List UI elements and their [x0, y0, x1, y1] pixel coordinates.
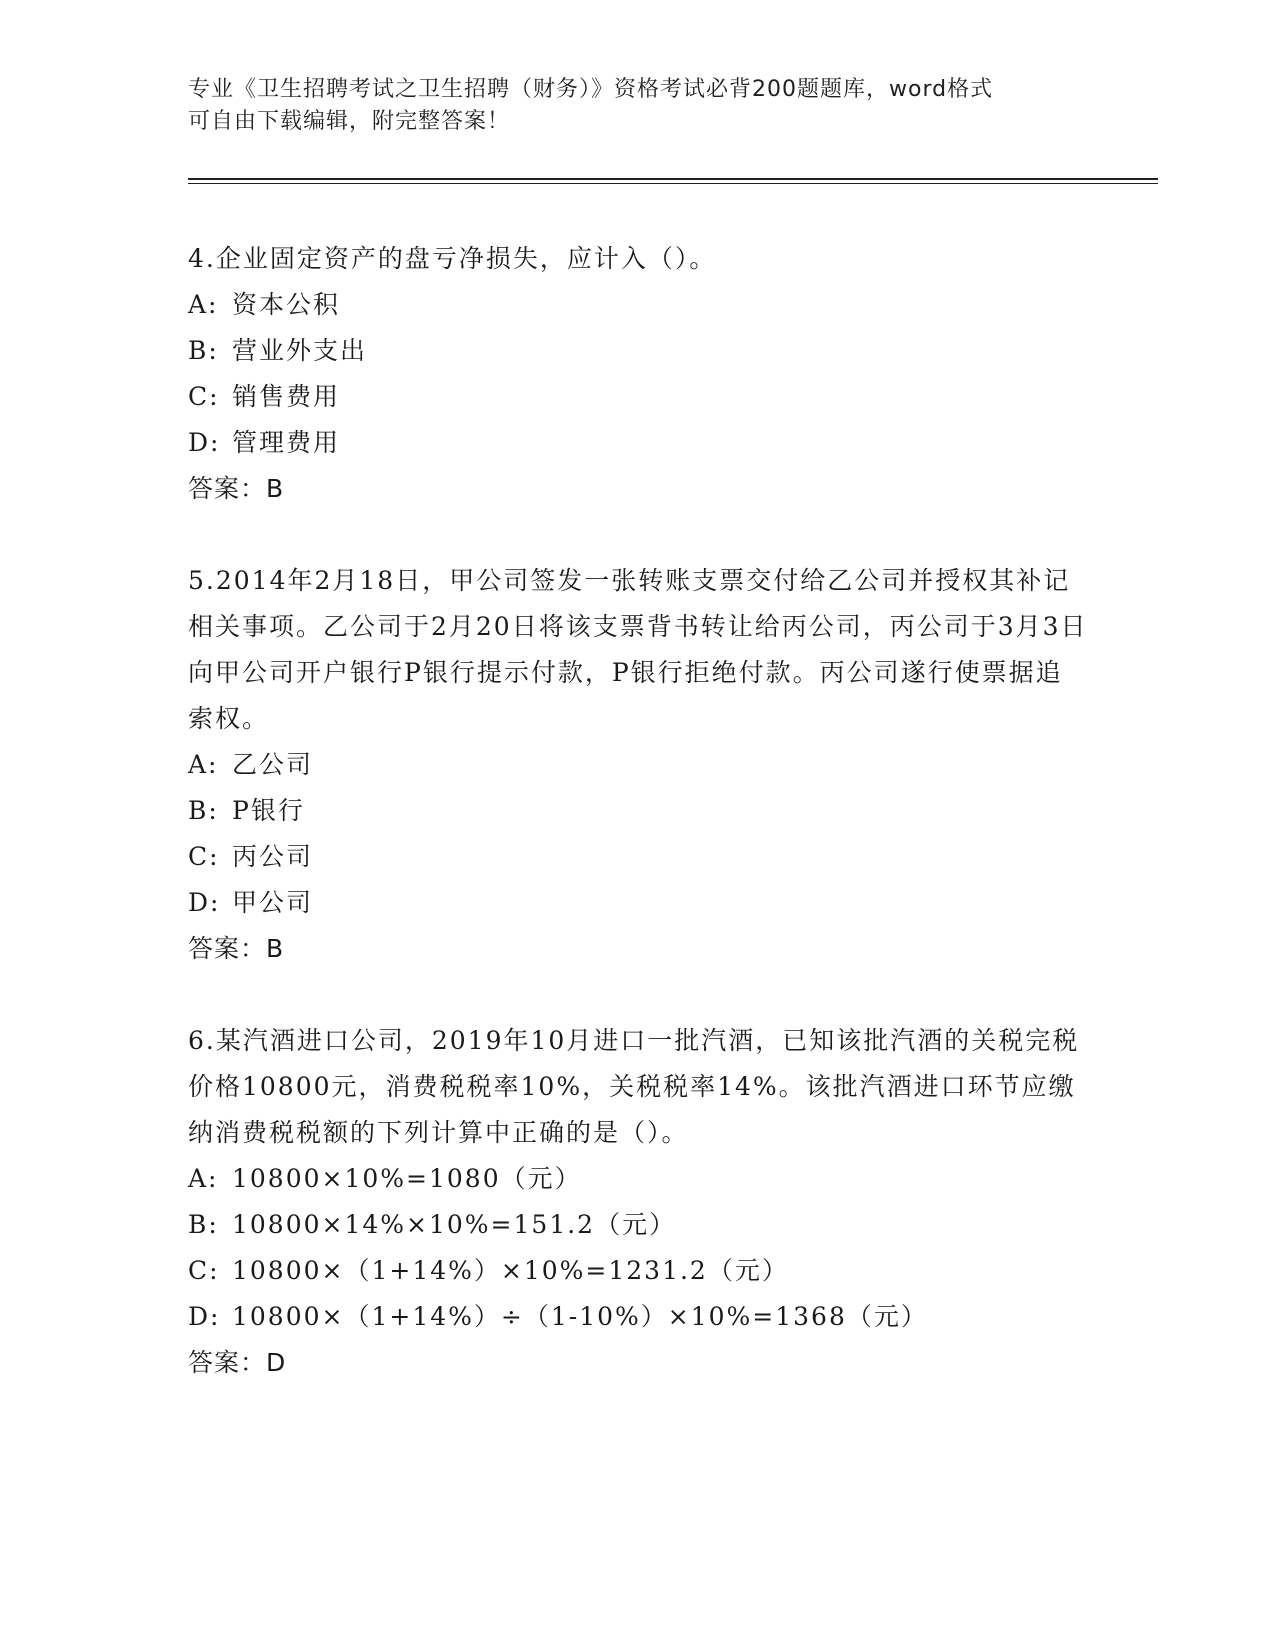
- question-item: [188, 558, 1088, 972]
- option-text: 资本公积: [232, 290, 341, 319]
- option-key: D:: [188, 888, 221, 917]
- option-text: 销售费用: [232, 382, 341, 411]
- option-b: [188, 328, 1088, 374]
- option-text: 甲公司: [232, 888, 314, 917]
- option-key: C:: [188, 1256, 220, 1285]
- option-key: D:: [188, 428, 221, 457]
- option-key: A:: [188, 290, 219, 319]
- option-d: [188, 1294, 1088, 1340]
- option-key: C:: [188, 842, 220, 871]
- question-item: [188, 236, 1088, 512]
- option-key: B:: [188, 796, 219, 825]
- option-text: 10800×（1+14%）÷（1-10%）×10%=1368（元）: [232, 1302, 928, 1331]
- option-key: C:: [188, 382, 220, 411]
- answer-line: 答案：D: [188, 1348, 287, 1377]
- option-text: 10800×14%×10%=151.2（元）: [232, 1210, 677, 1239]
- option-a: [188, 1156, 1088, 1202]
- question-stem: 5.2014年2月18日，甲公司签发一张转账支票交付给乙公司并授权其补记相关事项。乙公司于2月20日将该支票背书转让给丙公司，丙公司于3月3日向甲公司开户银行P银行提示付款，P银行拒绝付款。丙公司遂行使票据追索权。: [188, 566, 1088, 733]
- option-text: 10800×（1+14%）×10%=1231.2（元）: [232, 1256, 789, 1285]
- option-text: 营业外支出: [232, 336, 368, 365]
- option-a: [188, 282, 1088, 328]
- option-key: B:: [188, 336, 219, 365]
- option-text: 丙公司: [232, 842, 314, 871]
- answer-line: 答案：B: [188, 474, 285, 503]
- option-text: 管理费用: [232, 428, 341, 457]
- option-b: [188, 1202, 1088, 1248]
- option-key: D:: [188, 1302, 221, 1331]
- option-d: [188, 420, 1088, 466]
- option-c: [188, 1248, 1088, 1294]
- question-list: [188, 236, 1088, 1432]
- document-header: [188, 74, 1088, 138]
- question-stem: 6.某汽酒进口公司，2019年10月进口一批汽酒，已知该批汽酒的关税完税价格10800元，消费税税率10%，关税税率14%。该批汽酒进口环节应缴纳消费税税额的下列计算中正确的是（）。: [188, 1026, 1080, 1147]
- option-text: 10800×10%=1080（元）: [232, 1164, 582, 1193]
- header-title-line-1: 专业《卫生招聘考试之卫生招聘（财务）》资格考试必背200题题库，word格式: [188, 77, 994, 102]
- option-c: [188, 834, 1088, 880]
- question-item: [188, 1018, 1088, 1386]
- answer-line: 答案：B: [188, 934, 285, 963]
- option-text: P银行: [232, 796, 305, 825]
- question-stem: 4.企业固定资产的盘亏净损失，应计入（）。: [188, 244, 717, 273]
- header-divider-thin: [188, 183, 1158, 184]
- header-title-line-2: 可自由下载编辑，附完整答案！: [188, 109, 511, 134]
- option-d: [188, 880, 1088, 926]
- option-key: A:: [188, 1164, 219, 1193]
- option-b: [188, 788, 1088, 834]
- option-key: B:: [188, 1210, 219, 1239]
- header-divider-thick: [188, 178, 1158, 180]
- option-text: 乙公司: [232, 750, 314, 779]
- option-key: A:: [188, 750, 219, 779]
- option-a: [188, 742, 1088, 788]
- option-c: [188, 374, 1088, 420]
